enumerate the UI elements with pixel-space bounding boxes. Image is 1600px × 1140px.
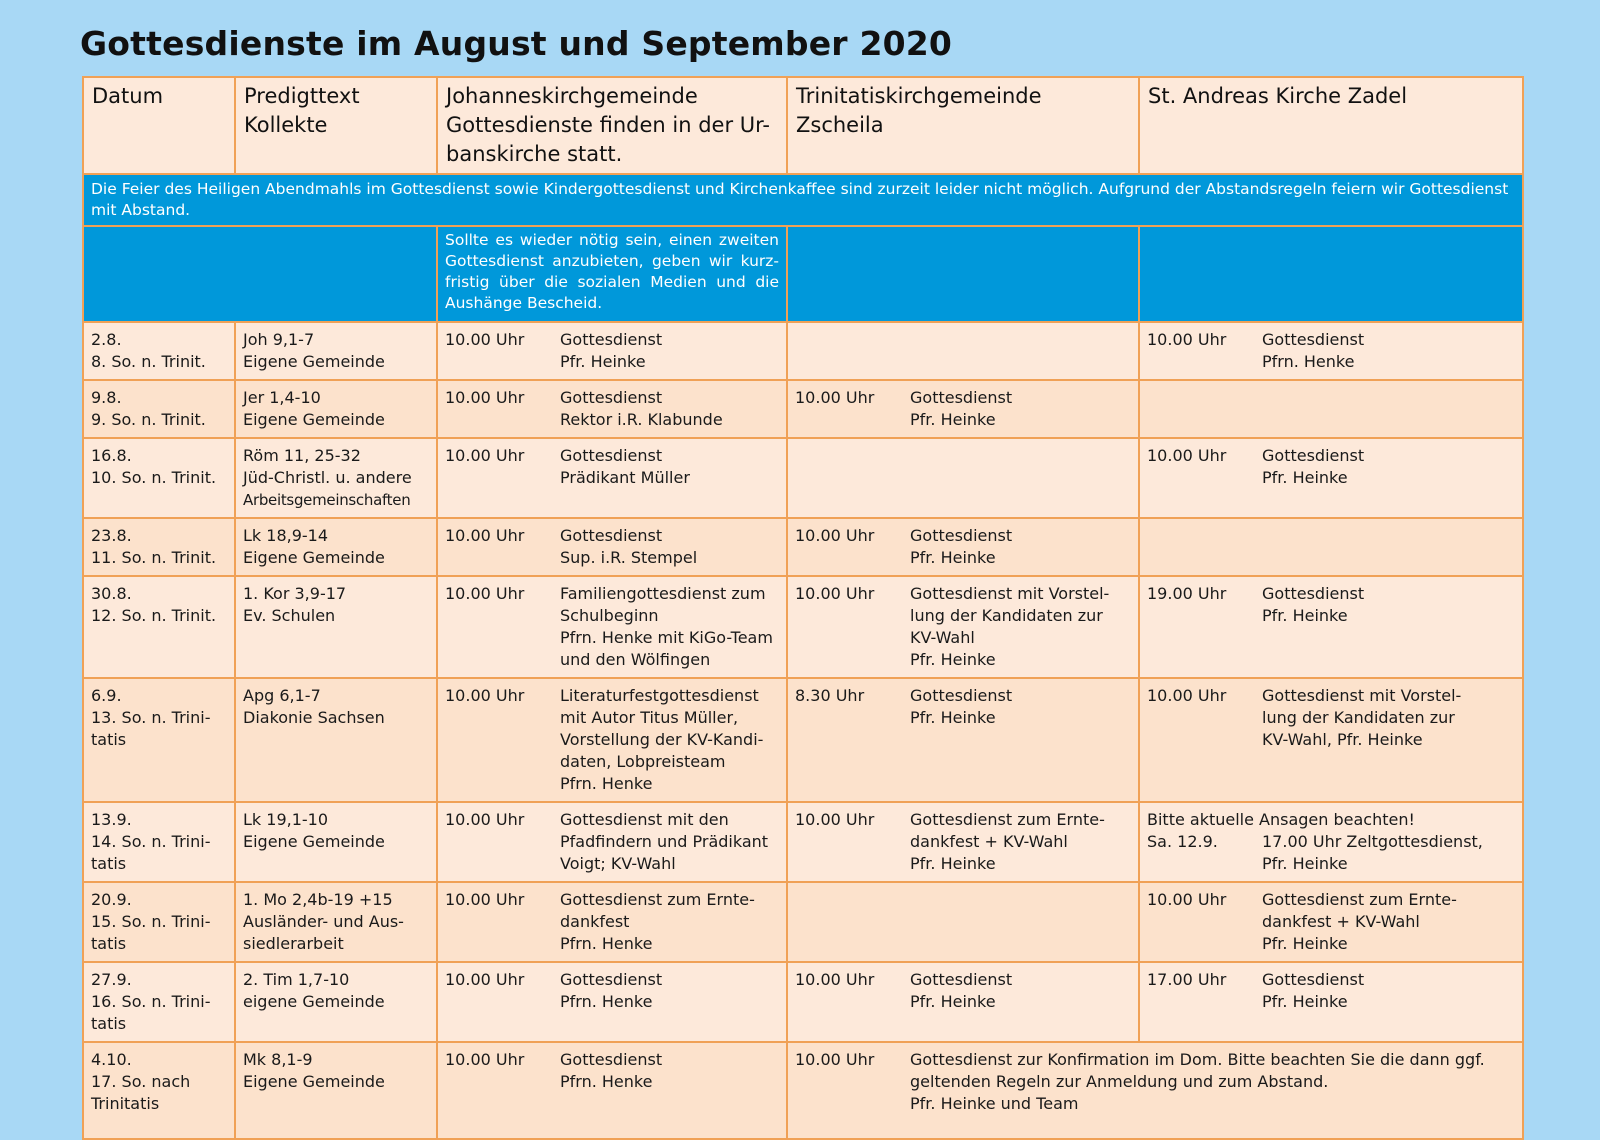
service-entry [795, 525, 1131, 569]
service-description-line: Gottesdienst [910, 970, 1013, 989]
notice-empty-cell [1139, 226, 1523, 322]
date-cell [83, 518, 235, 576]
trinitatis-cell [787, 678, 1139, 802]
service-description-line: Gottesdienst [910, 526, 1013, 545]
date-line: 2.8. [91, 330, 122, 349]
andreas-cell [1139, 962, 1523, 1042]
service-description-line: KV-Wahl [910, 628, 975, 647]
header-johanneskirchgemeinde: Johanneskirchgemeinde Gottesdienste finden in der Ur- banskirche statt. [437, 77, 787, 174]
service-time: 10.00 Uhr [445, 584, 525, 603]
predigttext-line: Ausländer- und Aus- [243, 912, 404, 931]
date-cell [83, 882, 235, 962]
service-description-line: Literaturfestgottesdienst [560, 686, 759, 705]
service-description-line: Schulbeginn [560, 606, 659, 625]
date-line: 20.9. [91, 890, 132, 909]
service-time: 10.00 Uhr [445, 526, 525, 545]
header-trinitatiskirchgemeinde: Trinitatiskirchgemeinde Zscheila [787, 77, 1139, 174]
service-description [1262, 445, 1515, 489]
predigttext-cell [235, 678, 437, 802]
service-entry [445, 583, 779, 671]
service-entry [1147, 329, 1515, 373]
date-cell [83, 962, 235, 1042]
service-description-line: Pfr. Heinke [910, 854, 996, 873]
johannes-cell [437, 882, 787, 962]
service-description [560, 387, 779, 431]
schedule-table [82, 76, 1524, 1140]
predigttext-cell [235, 1042, 437, 1139]
service-description-line: Pfr. Heinke [1262, 468, 1348, 487]
date-line: 12. So. n. Trinit. [91, 606, 217, 625]
date-line: tatis [91, 934, 127, 953]
trinitatis-cell [787, 576, 1139, 678]
predigttext-line: 1. Kor 3,9-17 [243, 584, 347, 603]
trinitatis-cell [787, 380, 1139, 438]
service-description-line: geltenden Regeln zur Anmeldung und zum Abstand. [910, 1072, 1329, 1091]
predigttext-line: Lk 18,9-14 [243, 526, 329, 545]
table-row [83, 438, 1523, 518]
notice-row-2 [83, 226, 1523, 322]
andreas-cell [1139, 802, 1523, 882]
predigttext-line: Mk 8,1-9 [243, 1050, 313, 1069]
johannes-cell [437, 380, 787, 438]
service-date: Sa. 12.9. [1147, 832, 1218, 851]
notice-empty-cell [83, 226, 437, 322]
date-cell [83, 322, 235, 380]
date-line: 4.10. [91, 1050, 132, 1069]
service-description-line: und den Wölfingen [560, 650, 711, 669]
service-description-line: Pfrn. Henke mit KiGo-Team [560, 628, 773, 647]
predigttext-line: Röm 11, 25-32 [243, 446, 361, 465]
service-description-line: Rektor i.R. Klabunde [560, 410, 723, 429]
service-time: 10.00 Uhr [795, 388, 875, 407]
service-description [1262, 969, 1515, 1013]
date-cell [83, 1042, 235, 1139]
service-entry [445, 445, 779, 489]
service-description [560, 685, 779, 795]
service-description-line: mit Autor Titus Müller, [560, 708, 739, 727]
service-description-line: Pfrn. Henke [560, 774, 653, 793]
service-time: 10.00 Uhr [445, 890, 525, 909]
service-description-line: Pfr. Heinke [910, 410, 996, 429]
service-time: 17.00 Uhr [1147, 970, 1227, 989]
service-description [1262, 583, 1515, 627]
service-description-line: Gottesdienst zum Ernte- [910, 810, 1105, 829]
date-line: 14. So. n. Trini- [91, 832, 211, 851]
table-row [83, 380, 1523, 438]
predigttext-line: Eigene Gemeinde [243, 352, 385, 371]
service-description [560, 329, 779, 373]
predigttext-line: Eigene Gemeinde [243, 832, 385, 851]
date-line: 13. So. n. Trini- [91, 708, 211, 727]
service-description-line: Prädikant Müller [560, 468, 690, 487]
service-description-line: Gottesdienst [560, 970, 663, 989]
service-entry [445, 685, 779, 795]
service-description-line: Pfr. Heinke [1262, 606, 1348, 625]
service-entry [445, 525, 779, 569]
predigttext-line: eigene Gemeinde [243, 992, 385, 1011]
date-line: 9. So. n. Trinit. [91, 410, 206, 429]
service-description [1262, 329, 1515, 373]
date-line: 6.9. [91, 686, 122, 705]
header-row [83, 77, 1523, 174]
service-entry [1147, 889, 1515, 955]
date-line: 13.9. [91, 810, 132, 829]
service-entry [795, 685, 1131, 729]
service-description-line: Pfr. Heinke [910, 992, 996, 1011]
date-line: 23.8. [91, 526, 132, 545]
service-description-line: Pfr. Heinke [910, 650, 996, 669]
predigttext-line: Eigene Gemeinde [243, 1072, 385, 1091]
date-line: 30.8. [91, 584, 132, 603]
service-description-line: Gottesdienst [560, 446, 663, 465]
date-line: tatis [91, 854, 127, 873]
service-description-line: Voigt; KV-Wahl [560, 854, 676, 873]
service-description-line: Pfrn. Henke [560, 1072, 653, 1091]
page-title: Gottesdienste im August und September 2020 [80, 24, 953, 63]
service-description-line: Gottesdienst mit den [560, 810, 729, 829]
service-description-line: Gottesdienst mit Vorstel- [1262, 686, 1462, 705]
trinitatis-cell [787, 882, 1139, 962]
service-description-line: Pfr. Heinke [1262, 854, 1348, 873]
service-description [1262, 831, 1515, 875]
predigttext-line: Eigene Gemeinde [243, 410, 385, 429]
johannes-cell [437, 322, 787, 380]
service-description [560, 969, 779, 1013]
service-description [1262, 685, 1515, 751]
date-cell [83, 438, 235, 518]
service-description-line: Gottesdienst [1262, 970, 1365, 989]
andreas-notice: Bitte aktuelle Ansagen beachten! [1147, 810, 1415, 829]
predigttext-line: 2. Tim 1,7-10 [243, 970, 350, 989]
service-description-line: Gottesdienst mit Vorstel- [910, 584, 1110, 603]
service-entry [795, 1049, 1515, 1115]
predigttext-line: Arbeitsgemeinschaften [243, 491, 411, 509]
service-entry [445, 329, 779, 373]
service-time: 10.00 Uhr [445, 330, 525, 349]
predigttext-line: Lk 19,1-10 [243, 810, 329, 829]
service-description [560, 1049, 779, 1093]
date-line: Trinitatis [91, 1094, 160, 1113]
date-cell [83, 678, 235, 802]
table-row [83, 518, 1523, 576]
service-description-line: Gottesdienst [560, 1050, 663, 1069]
service-entry [445, 809, 779, 875]
andreas-cell [1139, 518, 1523, 576]
service-description-line: Gottesdienst [910, 686, 1013, 705]
service-description-line: 17.00 Uhr Zeltgottesdienst, [1262, 832, 1483, 851]
service-description-line: KV-Wahl, Pfr. Heinke [1262, 730, 1423, 749]
johannes-cell [437, 1042, 787, 1139]
service-description [910, 1049, 1515, 1115]
header-datum: Datum [83, 77, 235, 174]
predigttext-cell [235, 802, 437, 882]
service-entry [1147, 685, 1515, 751]
predigttext-cell [235, 322, 437, 380]
service-entry [445, 889, 779, 955]
service-description-line: Pfrn. Henke [560, 992, 653, 1011]
service-description-line: Pfr. Heinke und Team [910, 1094, 1079, 1113]
service-description-line: Gottesdienst [910, 388, 1013, 407]
service-entry [795, 583, 1131, 671]
service-description [560, 445, 779, 489]
predigttext-line: siedlerarbeit [243, 934, 344, 953]
andreas-cell [1139, 322, 1523, 380]
date-line: tatis [91, 730, 127, 749]
predigttext-line: Apg 6,1-7 [243, 686, 321, 705]
service-time: 10.00 Uhr [795, 526, 875, 545]
service-description-line: Gottesdienst zum Ernte- [560, 890, 755, 909]
service-entry [445, 387, 779, 431]
service-entry [445, 1049, 779, 1093]
service-description [910, 809, 1131, 875]
service-description-line: dankfest [560, 912, 630, 931]
date-line: 27.9. [91, 970, 132, 989]
predigttext-line: Diakonie Sachsen [243, 708, 385, 727]
date-cell [83, 802, 235, 882]
service-entry [1147, 969, 1515, 1013]
trinitatis-cell [787, 518, 1139, 576]
service-description-line: Gottesdienst zur Konfirmation im Dom. Bitte beachten Sie die dann ggf. [910, 1050, 1485, 1069]
service-description-line: Gottesdienst [560, 526, 663, 545]
service-description [560, 809, 779, 875]
service-description-line: Pfrn. Henke [1262, 352, 1355, 371]
notice-row [83, 174, 1523, 226]
johannes-cell [437, 678, 787, 802]
service-time: 10.00 Uhr [445, 970, 525, 989]
date-line: 15. So. n. Trini- [91, 912, 211, 931]
service-entry [1147, 831, 1515, 875]
table-row [83, 322, 1523, 380]
andreas-cell [1139, 678, 1523, 802]
notice-empty-cell [787, 226, 1139, 322]
date-line: 16. So. n. Trini- [91, 992, 211, 1011]
service-description-line: Gottesdienst [560, 388, 663, 407]
service-entry [445, 969, 779, 1013]
date-line: tatis [91, 1014, 127, 1033]
service-description-line: Sup. i.R. Stempel [560, 548, 698, 567]
service-time: 10.00 Uhr [1147, 446, 1227, 465]
andreas-cell [1139, 882, 1523, 962]
andreas-cell [1139, 576, 1523, 678]
trinitatis-andreas-cell [787, 1042, 1523, 1139]
date-line: 9.8. [91, 388, 122, 407]
service-description-line: Gottesdienst [560, 330, 663, 349]
service-description [910, 583, 1131, 671]
date-line: 16.8. [91, 446, 132, 465]
predigttext-line: Ev. Schulen [243, 606, 336, 625]
predigttext-cell [235, 518, 437, 576]
service-description-line: Familiengottesdienst zum [560, 584, 766, 603]
service-description-line: Gottesdienst zum Ernte- [1262, 890, 1457, 909]
andreas-cell [1139, 380, 1523, 438]
trinitatis-cell [787, 962, 1139, 1042]
service-description [910, 969, 1131, 1013]
service-time: 10.00 Uhr [795, 970, 875, 989]
predigttext-line: Jüd-Christl. u. andere [243, 468, 412, 487]
service-entry [795, 387, 1131, 431]
predigttext-cell [235, 380, 437, 438]
predigttext-cell [235, 962, 437, 1042]
service-description [560, 889, 779, 955]
service-entry [795, 809, 1131, 875]
table-row [83, 802, 1523, 882]
service-time: 10.00 Uhr [445, 1050, 525, 1069]
service-entry [795, 969, 1131, 1013]
service-time: 10.00 Uhr [1147, 330, 1227, 349]
service-description-line: Gottesdienst [1262, 446, 1365, 465]
service-description [910, 387, 1131, 431]
service-time: 10.00 Uhr [1147, 686, 1227, 705]
notice-text: Die Feier des Heiligen Abendmahls im Gottesdienst sowie Kindergottesdienst und Kirchenkaffee sind zurzeit leider nicht möglich. Aufgrund der Abstandsregeln feiern wir Gottesdienst mit Abstand. [83, 174, 1523, 226]
service-description [1262, 889, 1515, 955]
trinitatis-cell [787, 322, 1139, 380]
johannes-cell [437, 576, 787, 678]
johannes-cell [437, 518, 787, 576]
table-row [83, 962, 1523, 1042]
service-time: 10.00 Uhr [795, 810, 875, 829]
table-row [83, 1042, 1523, 1139]
service-time: 10.00 Uhr [445, 446, 525, 465]
service-description-line: daten, Lobpreisteam [560, 752, 726, 771]
service-description-line: Pfr. Heinke [910, 708, 996, 727]
table-row [83, 882, 1523, 962]
service-description [910, 525, 1131, 569]
johannes-cell [437, 962, 787, 1042]
date-line: 10. So. n. Trinit. [91, 468, 217, 487]
service-time: 19.00 Uhr [1147, 584, 1227, 603]
date-cell [83, 576, 235, 678]
service-time: 8.30 Uhr [795, 686, 865, 705]
service-description-line: lung der Kandidaten zur [910, 606, 1103, 625]
trinitatis-cell [787, 438, 1139, 518]
service-description-line: dankfest + KV-Wahl [1262, 912, 1420, 931]
service-time: 10.00 Uhr [445, 686, 525, 705]
date-line: 17. So. nach [91, 1072, 191, 1091]
table-row [83, 678, 1523, 802]
predigttext-cell [235, 882, 437, 962]
predigttext-line: 1. Mo 2,4b-19 +15 [243, 890, 393, 909]
service-description-line: Pfadfindern und Prädikant [560, 832, 769, 851]
service-time: 10.00 Uhr [795, 1050, 875, 1069]
service-description-line: Pfr. Heinke [910, 548, 996, 567]
predigttext-line: Jer 1,4-10 [243, 388, 321, 407]
service-description-line: Pfrn. Henke [560, 934, 653, 953]
service-description [560, 525, 779, 569]
date-cell [83, 380, 235, 438]
service-description-line: Gottesdienst [1262, 584, 1365, 603]
header-predigttext: Predigttext Kollekte [235, 77, 437, 174]
service-description-line: dankfest + KV-Wahl [910, 832, 1068, 851]
trinitatis-cell [787, 802, 1139, 882]
andreas-cell [1139, 438, 1523, 518]
service-time: 10.00 Uhr [445, 388, 525, 407]
service-description-line: Pfr. Heinke [1262, 992, 1348, 1011]
service-entry [1147, 445, 1515, 489]
predigttext-cell [235, 438, 437, 518]
predigttext-cell [235, 576, 437, 678]
service-description-line: Gottesdienst [1262, 330, 1365, 349]
predigttext-line: Joh 9,1-7 [243, 330, 315, 349]
service-time: 10.00 Uhr [1147, 890, 1227, 909]
service-description-line: Pfr. Heinke [1262, 934, 1348, 953]
service-description [560, 583, 779, 671]
date-line: 8. So. n. Trinit. [91, 352, 206, 371]
service-entry [1147, 583, 1515, 627]
service-description-line: Pfr. Heinke [560, 352, 646, 371]
johannes-cell [437, 438, 787, 518]
johannes-cell [437, 802, 787, 882]
notice-second-service: Sollte es wieder nötig sein, einen zweiten Gottesdienst anzubieten, geben wir kurz-fristig über die sozialen Medien und die Aushänge Bescheid. [437, 226, 787, 322]
predigttext-line: Eigene Gemeinde [243, 548, 385, 567]
header-st-andreas: St. Andreas Kirche Zadel [1139, 77, 1523, 174]
service-description-line: lung der Kandidaten zur [1262, 708, 1455, 727]
service-time: 10.00 Uhr [445, 810, 525, 829]
service-description-line: Vorstellung der KV-Kandi- [560, 730, 764, 749]
table-row [83, 576, 1523, 678]
service-time: 10.00 Uhr [795, 584, 875, 603]
service-description [910, 685, 1131, 729]
date-line: 11. So. n. Trinit. [91, 548, 217, 567]
